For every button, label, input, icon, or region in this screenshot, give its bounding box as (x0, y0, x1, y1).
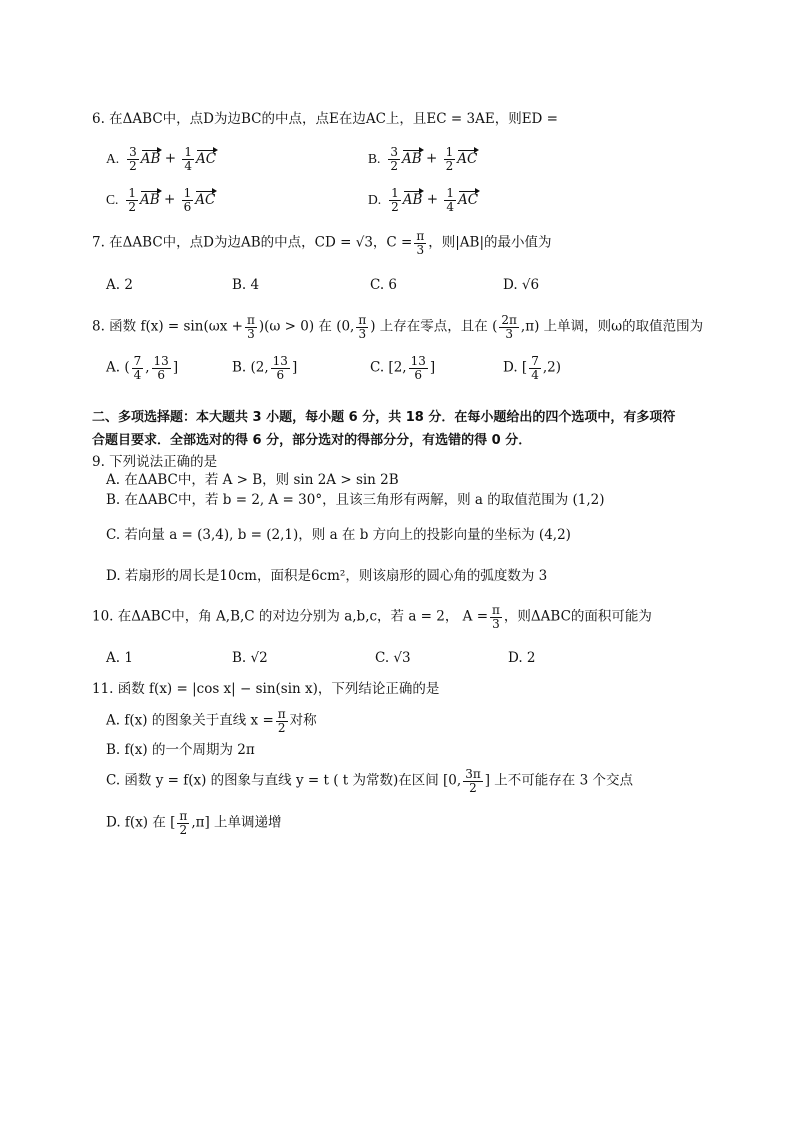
q11-stem: 11. 函数 f(x) = |cos x| − sin(sin x)，下列结论正确的是 (92, 681, 440, 697)
q10-option-c: C. √3 (375, 650, 411, 666)
q10-option-b: B. √2 (232, 650, 268, 666)
q8-option-c: C. [2, $\frac{13}{6}$ ] (370, 354, 436, 382)
q7-option-a: A. 2 (106, 277, 133, 293)
q8-option-b: B. (2, $\frac{13}{6}$ ] (232, 354, 298, 382)
q8-option-a: A. ( $\frac{7}{4}$ , $\frac{13}{6}$ ] (106, 354, 179, 382)
section2-heading-line1: 二、多项选择题：本大题共 3 小题，每小题 6 分，共 18 分．在每小题给出的四个选项中，有多项符 (92, 410, 676, 425)
q10-option-d: D. 2 (508, 650, 536, 666)
q9-option-c: C. 若向量 a = (3,4), b = (2,1)，则 a 在 b 方向上的投影向量的坐标为 (4,2) (106, 527, 571, 543)
q6-option-c: C. $\frac{1}{2}$ AB + $\frac{1}{6}$ AC (106, 186, 216, 214)
q11-option-d: D. f(x) 在 [ $\frac{\pi}{2}$ ,π] 上单调递增 (106, 809, 282, 837)
section2-heading-line2: 合题目要求．全部选对的得 6 分，部分选对的得部分分，有选错的得 0 分． (92, 433, 532, 448)
q6-option-d: D. $\frac{1}{2}$ AB + $\frac{1}{4}$ AC (368, 186, 479, 214)
q8-option-d: D. [ $\frac{7}{4}$ ,2) (503, 354, 561, 382)
q7-option-b: B. 4 (232, 277, 260, 293)
q6-stem: 6. 在ΔABC中，点D为边BC的中点，点E在边AC上，且EC = 3AE，则ED = (92, 111, 558, 127)
q7-option-c: C. 6 (370, 277, 398, 293)
q7-stem: 7. 在ΔABC中，点D为边AB的中点，CD = √3，C = $\frac{\pi}{3}$ ，则|AB|的最小值为 (92, 229, 552, 257)
q10-option-a: A. 1 (106, 650, 133, 666)
q10-stem: 10. 在ΔABC中，角 A,B,C 的对边分别为 a,b,c，若 a = 2， A = $\frac{\pi}{3}$ ，则ΔABC的面积可能为 (92, 603, 652, 631)
q11-option-a: A. f(x) 的图象关于直线 x = $\frac{\pi}{2}$ 对称 (106, 707, 317, 735)
q9-stem: 9. 下列说法正确的是 (92, 454, 218, 470)
q11-option-c: C. 函数 y = f(x) 的图象与直线 y = t ( t 为常数)在区间 [0, $\frac{3\pi}{2}$ ] 上不可能存在 3 个交点 (106, 767, 633, 795)
q8-stem: 8. 函数 f(x) = sin(ωx + $\frac{\pi}{3}$ )(ω > 0) 在 (0, $\frac{\pi}{3}$ ) 上存在零点，且在 ( $\frac{2\pi}{3}$ ,π) 上单调，则ω的取值范围为 (92, 313, 704, 341)
q6-option-a: A. $\frac{3}{2}$ AB + $\frac{1}{4}$ AC (106, 145, 217, 173)
q7-option-d: D. √6 (503, 277, 540, 293)
q9-option-d: D. 若扇形的周长是10cm，面积是6cm²，则该扇形的圆心角的弧度数为 3 (106, 568, 548, 584)
q9-option-a: A. 在ΔABC中，若 A > B，则 sin 2A > sin 2B (106, 472, 399, 488)
q9-option-b: B. 在ΔABC中，若 b = 2, A = 30°，且该三角形有两解，则 a 的取值范围为 (1,2) (106, 492, 605, 508)
q6-option-b: B. $\frac{3}{2}$ AB + $\frac{1}{2}$ AC (368, 145, 478, 173)
q11-option-b: B. f(x) 的一个周期为 2π (106, 742, 255, 758)
